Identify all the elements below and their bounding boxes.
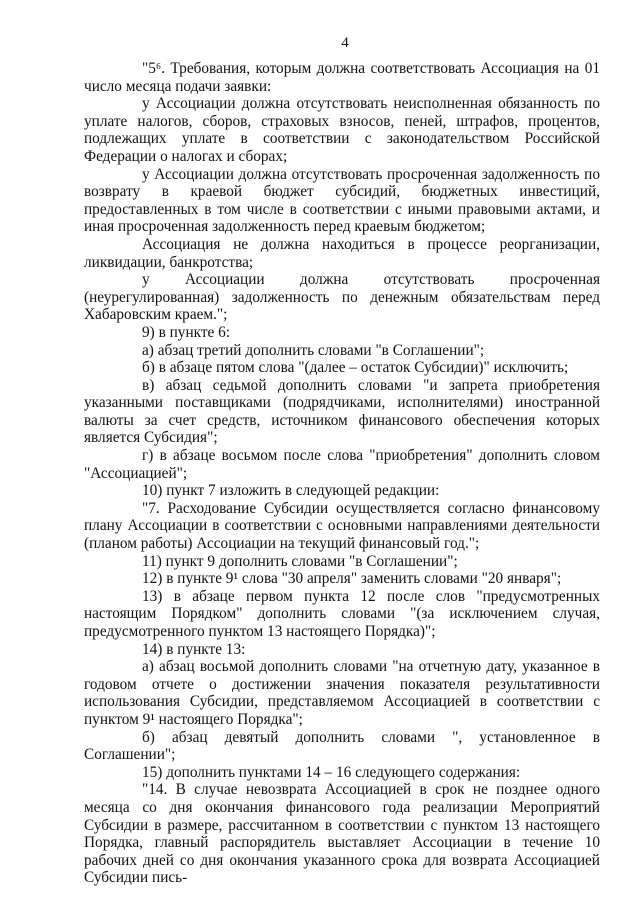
paragraph: "5⁶. Требования, которым должна соответствовать Ассоциация на 01 число месяца подачи заявки:: [84, 60, 600, 95]
paragraph: 14) в пункте 13:: [142, 640, 246, 658]
paragraph: а) абзац восьмой дополнить словами "на отчетную дату, указанное в годовом отчете о достижении значения показателя результативности использования Субсидии, представляемом Ассоциацией в соответствии с пунктом 9¹ настоящего Порядка";: [84, 658, 600, 728]
page-number: 4: [341, 35, 349, 51]
paragraph: г) в абзаце восьмом после слова "приобретения" дополнить словом "Ассоциацией";: [84, 447, 600, 482]
paragraph: у Ассоциации должна отсутствовать просроченная (неурегулированная) задолженность по денежным обязательствам перед Хабаровским краем.";: [84, 271, 600, 324]
paragraph: "14. В случае невозврата Ассоциацией в срок не позднее одного месяца со дня окончания финансового года реализации Мероприятий Субсидии в размере, рассчитанном в соответствии с пунктом 13 настоящего Порядка, главный распорядитель выставляет Ассоциации в течение 10 рабочих дней со дня окончания указанного срока для возврата Ассоциацией Субсидии пись-: [84, 781, 600, 887]
paragraph: 12) в пункте 9¹ слова "30 апреля" заменить словами "20 января";: [142, 570, 562, 588]
paragraph: "7. Расходование Субсидии осуществляется согласно финансовому плану Ассоциации в соответствии с основными направлениями деятельности (планом работы) Ассоциации на текущий финансовый год.";: [84, 499, 600, 553]
paragraph: у Ассоциации должна отсутствовать просроченная задолженность по возврату в краевой бюджет субсидий, бюджетных инвестиций, предоставленных в том числе в соответствии с иными правовыми актами, и иная просроченная задолженность перед краевым бюджетом;: [84, 165, 600, 236]
paragraph: б) в абзаце пятом слова "(далее – остаток Субсидии)" исключить;: [142, 359, 569, 377]
paragraph: 13) в абзаце первом пункта 12 после слов "предусмотренных настоящим Порядком" дополнить словами "(за исключением случая, предусмотренного пунктом 13 настоящего Порядка)";: [84, 587, 600, 640]
paragraph: Ассоциация не должна находиться в процессе реорганизации, ликвидации, банкротства;: [84, 235, 600, 271]
paragraph: 15) дополнить пунктами 14 – 16 следующего содержания:: [142, 763, 521, 781]
paragraph: у Ассоциации должна отсутствовать неисполненная обязанность по уплате налогов, сборов, страховых взносов, пеней, штрафов, процентов, подлежащих уплате в соответствии с законодательством Российской Федерации о налогах и сборах;: [84, 95, 600, 165]
paragraph: 10) пункт 7 изложить в следующей редакции:: [142, 482, 440, 500]
paragraph: б) абзац девятый дополнить словами ", установленное в Соглашении";: [84, 728, 600, 764]
paragraph: в) абзац седьмой дополнить словами "и запрета приобретения указанными поставщиками (подрядчиками, исполнителями) иностранной валюты за счет средств, источником финансового обеспечения которых является Субсидия";: [84, 376, 600, 447]
paragraph: 11) пункт 9 дополнить словами "в Соглашении";: [142, 552, 458, 570]
paragraph: 9) в пункте 6:: [142, 323, 231, 341]
paragraph: а) абзац третий дополнить словами "в Соглашении";: [142, 341, 485, 359]
